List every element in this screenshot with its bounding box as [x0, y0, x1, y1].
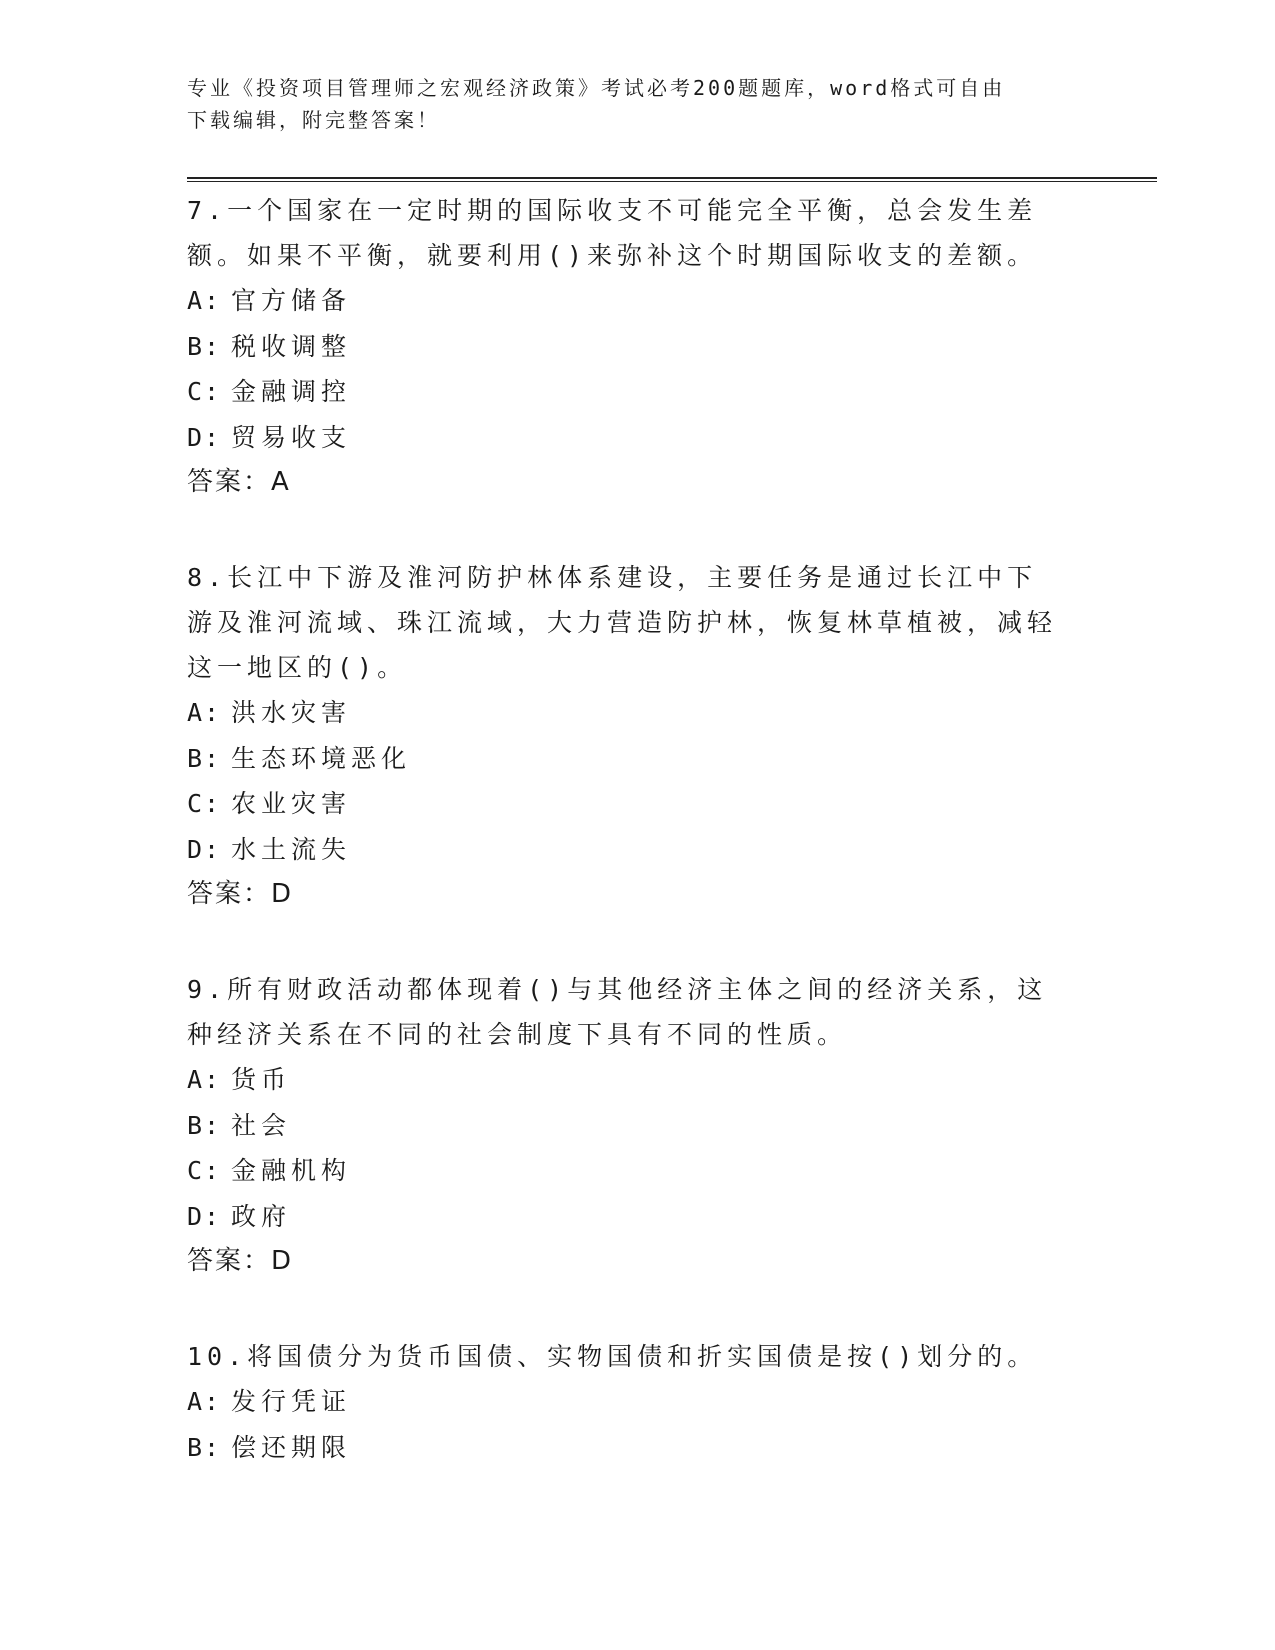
option-c	[187, 369, 1067, 415]
question-9	[187, 967, 1067, 1284]
question-text: 7.一个国家在一定时期的国际收支不可能完全平衡，总会发生差额。如果不平衡，就要利用()来弥补这个时期国际收支的差额。	[187, 196, 1038, 270]
option-b	[187, 1425, 1067, 1471]
option-key: B:	[187, 743, 222, 773]
option-text: 官方储备	[231, 286, 352, 315]
option-text: 金融调控	[231, 377, 352, 406]
option-key: C:	[187, 789, 222, 818]
option-d	[187, 827, 1067, 873]
option-a	[187, 1057, 1067, 1103]
option-key: D:	[187, 834, 222, 864]
question-text: 8.长江中下游及淮河防护林体系建设，主要任务是通过长江中下游及淮河流域、珠江流域，大力营造防护林，恢复林草植被，减轻这一地区的()。	[187, 563, 1058, 682]
question-8	[187, 555, 1067, 917]
option-text: 税收调整	[231, 331, 352, 361]
option-key: D:	[187, 422, 222, 452]
option-key: A:	[187, 1387, 222, 1416]
option-key: B:	[187, 1110, 222, 1140]
option-a	[187, 278, 1067, 324]
document-header	[187, 72, 1087, 136]
option-text: 洪水灾害	[231, 698, 352, 727]
option-text: 生态环境恶化	[231, 743, 412, 773]
header-line-1: 专业《投资项目管理师之宏观经济政策》考试必考200题题库，word格式可自由	[187, 76, 1006, 100]
option-text: 偿还期限	[231, 1432, 352, 1462]
option-text: 贸易收支	[231, 422, 352, 452]
option-b	[187, 1103, 1067, 1149]
option-text: 农业灾害	[231, 789, 352, 818]
option-c	[187, 1148, 1067, 1194]
option-text: 货币	[231, 1065, 292, 1094]
option-d	[187, 1194, 1067, 1240]
option-text: 政府	[231, 1201, 292, 1231]
option-key: C:	[187, 377, 222, 406]
option-text: 金融机构	[231, 1156, 352, 1185]
question-7	[187, 188, 1067, 505]
answer: 答案：D	[187, 1246, 294, 1276]
option-key: A:	[187, 698, 222, 727]
option-key: D:	[187, 1201, 222, 1231]
question-10	[187, 1334, 1067, 1470]
option-key: B:	[187, 331, 222, 361]
option-a	[187, 690, 1067, 736]
option-key: C:	[187, 1156, 222, 1185]
header-line-2: 下载编辑，附完整答案！	[187, 108, 440, 132]
option-text: 发行凭证	[231, 1387, 352, 1416]
option-key: A:	[187, 1065, 222, 1094]
option-b	[187, 736, 1067, 782]
answer: 答案：A	[187, 467, 291, 497]
question-text: 10.将国债分为货币国债、实物国债和折实国债是按()划分的。	[187, 1342, 1038, 1371]
question-text: 9.所有财政活动都体现着()与其他经济主体之间的经济关系，这种经济关系在不同的社会制度下具有不同的性质。	[187, 975, 1048, 1049]
option-d	[187, 415, 1067, 461]
option-b	[187, 324, 1067, 370]
option-key: B:	[187, 1432, 222, 1462]
option-key: A:	[187, 286, 222, 315]
answer: 答案：D	[187, 879, 294, 909]
header-divider-thick	[187, 177, 1157, 179]
option-text: 水土流失	[231, 834, 352, 864]
header-divider-thin	[187, 181, 1157, 182]
option-text: 社会	[231, 1110, 292, 1140]
question-list	[187, 188, 1067, 1520]
option-a	[187, 1379, 1067, 1425]
option-c	[187, 781, 1067, 827]
